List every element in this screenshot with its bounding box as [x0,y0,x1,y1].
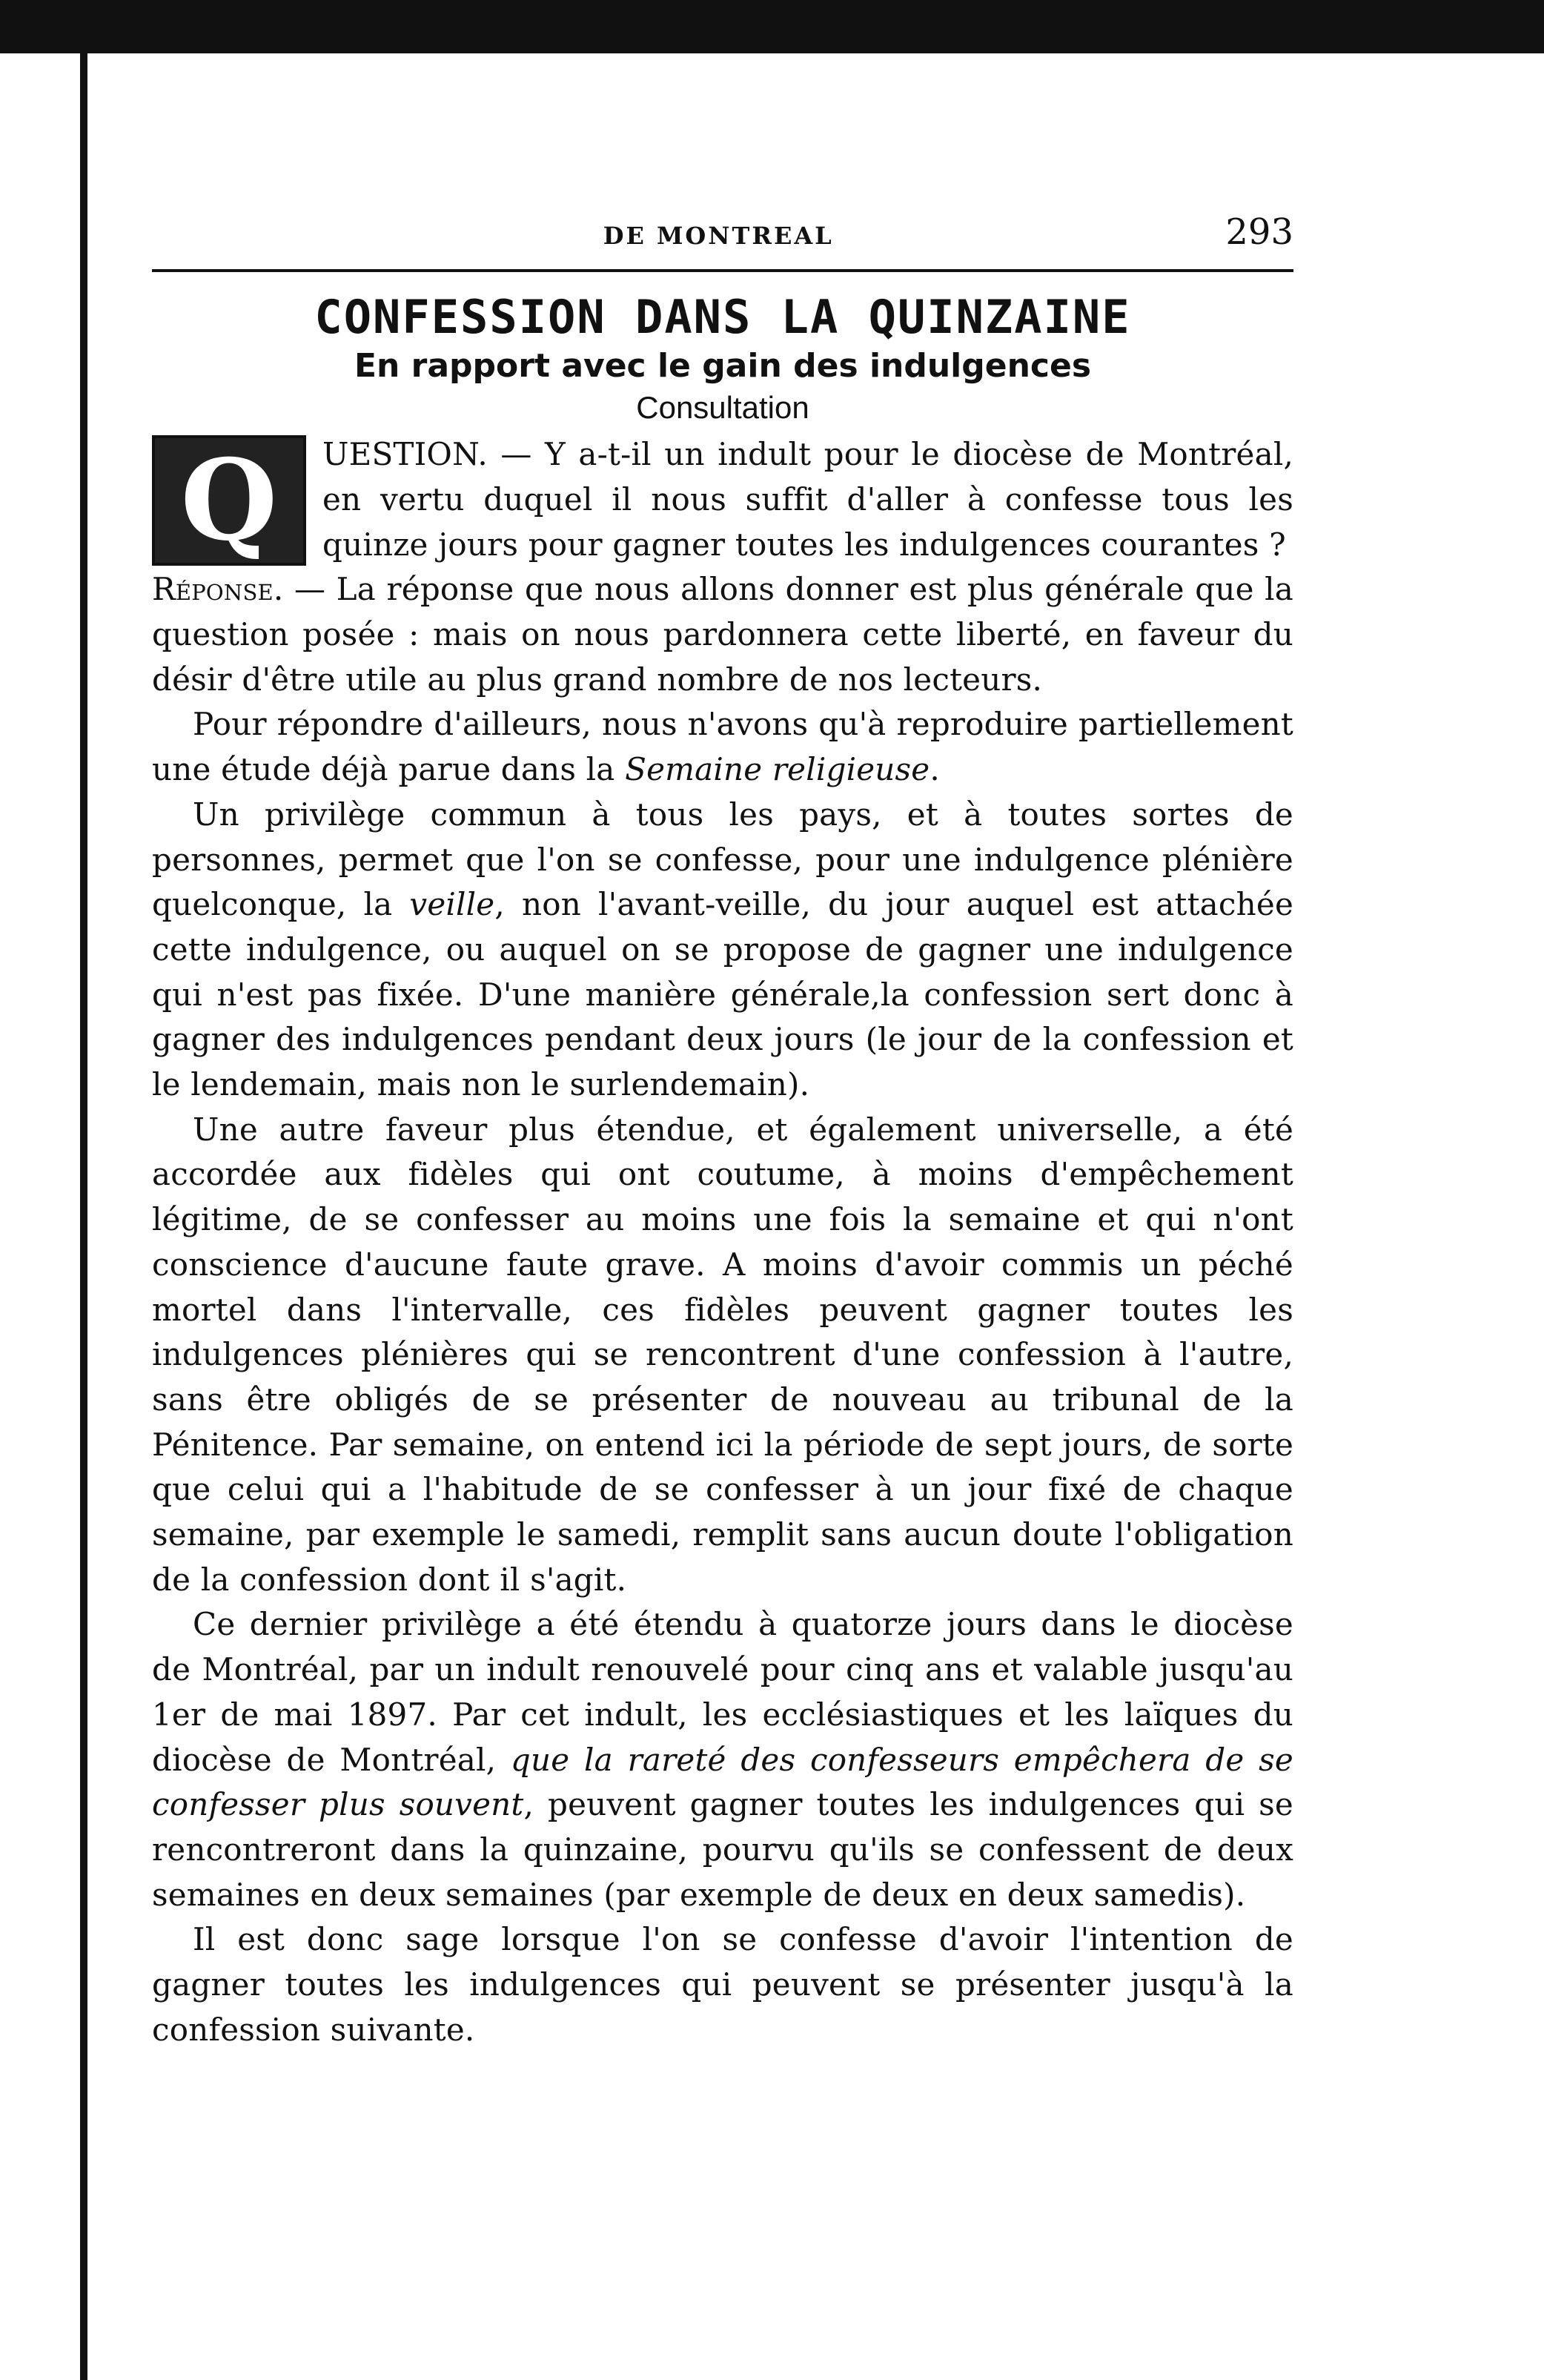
reponse-label: Réponse. [152,571,284,608]
scan-top-border [0,0,1544,53]
dropcap-q: Q [152,435,306,566]
question-text: — Y a-t-il un indult pour le diocèse de Montréal, en vertu duquel il nous suffit d'aller à confesse tous les quinze jours pour gagner toutes les indulgences courantes ? [322,436,1293,563]
p2-text: Pour répondre d'ailleurs, nous n'avons qu'à reproduire partiellement une étude déjà parue dans la [152,706,1293,788]
p3-italic: veille [409,886,495,923]
question-label: UESTION. [322,436,488,473]
p4-text: Une autre faveur plus étendue, et également universelle, a été accordée aux fidèles qui ont coutume, à moins d'empêchement légitime, de se confesser au moins une fois la semaine et qui n'ont conscience d'aucune faute grave. A moins d'avoir commis un péché mortel dans l'intervalle, ces fidèles peuvent gagner toutes les indulgences plénières qui se rencontrent d'une confession à l'autre, sans être obligés de se présenter de nouveau au tribunal de la Pénitence. Par semaine, on entend ici la période de sept jours, de sorte que celui qui a l'habitude de se confesser à un jour fixé de chaque semaine, par exemple le samedi, remplit sans aucun doute l'obligation de la confession dont il s'agit. [152,1111,1293,1598]
book-page [152,211,1293,2052]
p5-text1: Ce dernier privilège a été étendu à quatorze jours dans le diocèse de Montréal, par un indult renouvelé pour cinq ans et valable jusqu'au 1er de mai 1897. Par cet indult, les ecclésiastiques et les laïques du diocèse de Montréal, [152,1606,1293,1778]
page-header [152,211,1293,256]
paragraph-5 [152,1602,1293,1917]
p3-text2: , non l'avant-veille, du jour auquel est attachée cette indulgence, ou auquel on se propose de gagner une indulgence qui n'est pas fixée. D'une manière générale,la confession sert donc à gagner des indulgences pendant deux jours (le jour de la confession et le lendemain, mais non le surlendemain). [152,886,1293,1103]
reponse-paragraph [152,567,1293,702]
p2-italic: Semaine religieuse [625,751,930,788]
header-rule [152,269,1293,272]
paragraph-6 [152,1917,1293,2052]
p2-end: . [930,751,940,788]
page-number: 293 [1225,211,1293,253]
p5-italic: que la rareté des confesseurs empêchera de se confesser plus souvent [152,1741,1293,1823]
question-paragraph [152,432,1293,567]
p5-text2: , peuvent gagner toutes les indulgences qui se rencontreront dans la quinzaine, pourvu qu'ils se confessent de deux semaines en deux semaines (par exemple de deux en deux samedis). [152,1786,1293,1913]
p6-text: Il est donc sage lorsque l'on se confesse d'avoir l'intention de gagner toutes les indulgences qui peuvent se présenter jusqu'à la confession suivante. [152,1921,1293,2048]
scan-left-border [80,52,87,2380]
running-head: DE MONTREAL [603,222,834,250]
article-title: CONFESSION DANS LA QUINZAINE [314,290,1131,344]
p3-text1: Un privilège commun à tous les pays, et à toutes sortes de personnes, permet que l'on se confesse, pour une indulgence plénière quelconque, la [152,796,1293,923]
article-subtitle: En rapport avec le gain des indulgences [354,347,1092,386]
paragraph-2 [152,702,1293,792]
reponse-text: — La réponse que nous allons donner est plus générale que la question posée : mais on nous pardonnera cette liberté, en faveur du désir d'être utile au plus grand nombre de nos lecteurs. [152,571,1293,698]
article-label: Consultation [636,389,809,425]
paragraph-4 [152,1108,1293,1603]
paragraph-3 [152,793,1293,1108]
